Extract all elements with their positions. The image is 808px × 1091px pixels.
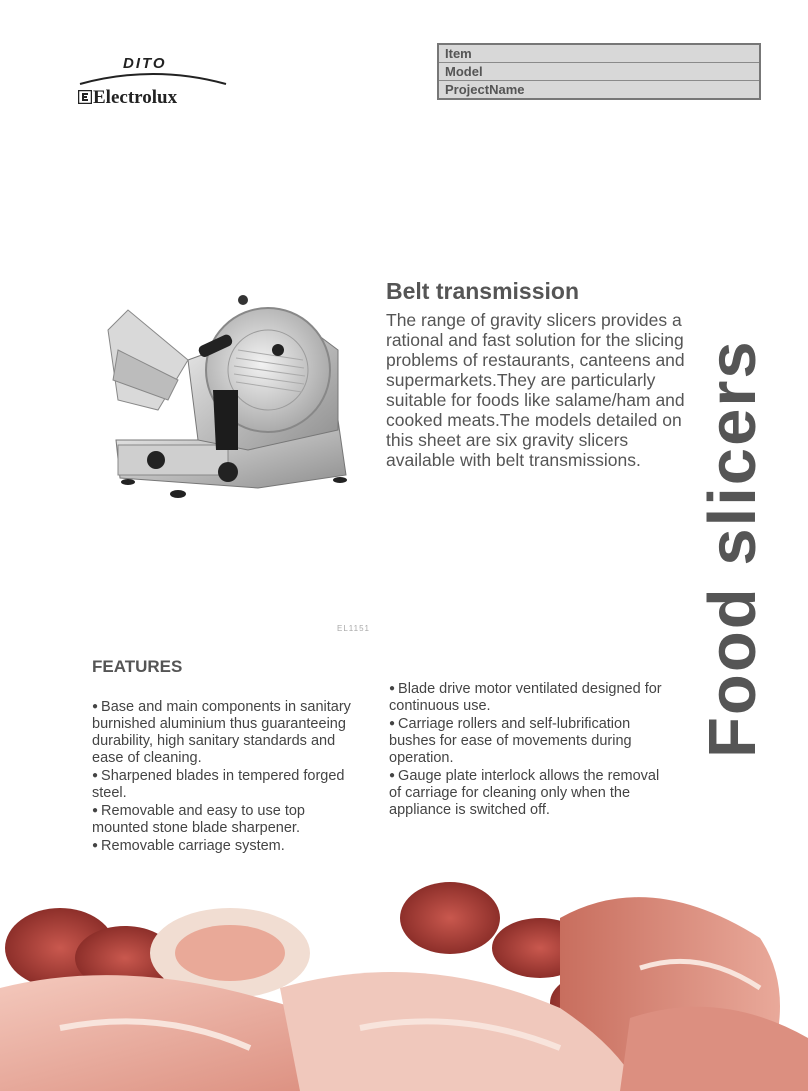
features-left-column [92,698,362,855]
feature-item: ● Sharpened blades in tempered forged steel. [92,768,345,801]
features-heading: FEATURES [92,657,183,676]
feature-item: ● Blade drive motor ventilated designed for continuous use. [389,681,662,714]
feature-item: ● Gauge plate interlock allows the removal of carriage for cleaning only when the appliance is switched off. [389,768,660,818]
logo-swoosh-icon [78,70,228,86]
feature-item: ● Removable carriage system. [92,838,285,854]
info-row-projectname[interactable]: ProjectName [445,82,525,97]
brand-name: Electrolux [93,87,178,108]
slicer-product-image [98,290,358,505]
feature-item: ● Base and main components in sanitary burnished aluminium thus guaranteeing durability, high sanitary standards and ease of cleaning. [92,699,351,766]
electrolux-mark-icon [78,90,92,104]
electrolux-logo [78,52,228,112]
intro-paragraph: The range of gravity slicers provides a rational and fast solution for the slicing problems of restaurants, canteens and supermarkets.They are particularly suitable for foods like salame/ham and cooked meats.The models detailed on this sheet are six gravity slicers available with belt transmissions. [386,310,685,470]
side-title: Food slicers [695,339,770,758]
features-right-column [389,680,664,819]
section-title: Belt transmission [386,278,579,304]
image-code: EL1151 [337,624,370,633]
feature-item: ● Removable and easy to use top mounted stone blade sharpener. [92,803,305,836]
info-row-item[interactable]: Item [439,45,759,63]
dito-label: DITO [123,55,167,72]
feature-item: ● Carriage rollers and self-lubrification bushes for ease of movements during operation. [389,716,632,766]
info-table [437,43,761,100]
info-row-model[interactable]: Model [439,63,759,81]
cured-meats-banner-image [0,878,808,1091]
